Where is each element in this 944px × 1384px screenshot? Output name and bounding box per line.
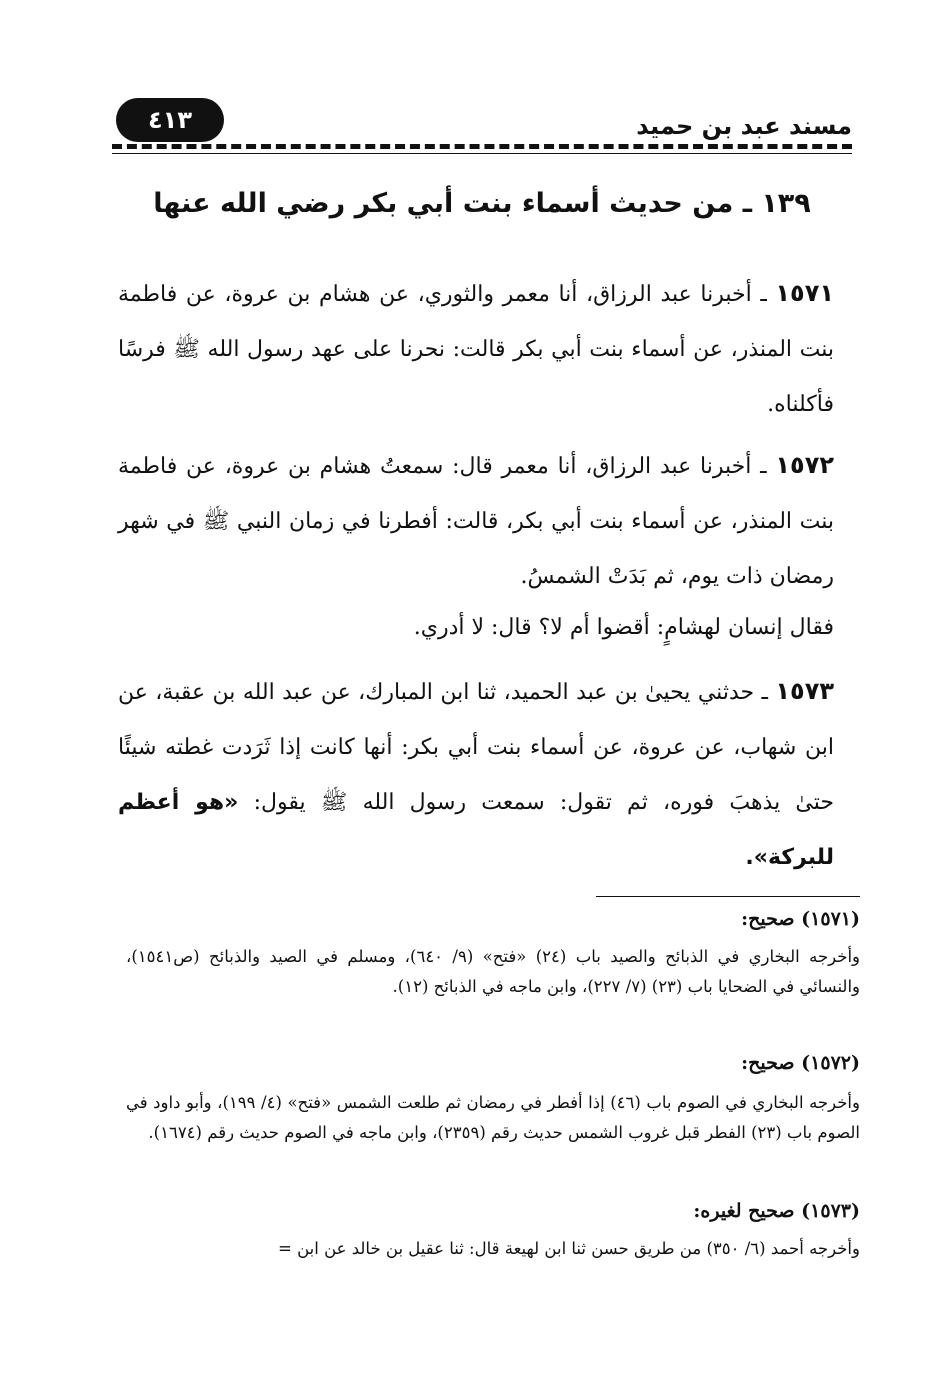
book-title: مسند عبد بن حميد [636,112,852,140]
footnote-text-1573: وأخرجه أحمد (٦/ ٣٥٠) من طريق حسن ثنا ابن لهيعة قال: ثنا عقيل بن خالد عن ابن = [278,1239,860,1258]
footnote-ref-1572: (١٥٧٢) صحيح: [741,1052,860,1074]
chapter-heading: ١٣٩ ـ من حديث أسماء بنت أبي بكر رضي الله عنها [153,188,811,219]
footnote-divider [596,896,860,897]
footnote-text-1571: وأخرجه البخاري في الذبائح والصيد باب (٢٤) «فتح» (٩/ ٦٤٠)، ومسلم في الصيد والذبائح (ص١٥٤١)، والنسائي في الضحايا باب (٢٣) (٧/ ٢٢٧)، وابن ماجه في الذبائح (١٢). [126,947,860,996]
hadith-number: ١٥٧٣ [775,677,834,705]
header-solid-rule [112,153,852,154]
footnote-ref-1573: (١٥٧٣) صحيح لغيره: [693,1200,860,1222]
hadith-number: ١٥٧١ [775,279,834,307]
page-header [112,98,852,146]
hadith-text: ـ أخبرنا عبد الرزاق، أنا معمر قال: سمعتُ هشام بن عروة، عن فاطمة بنت المنذر، عن أسماء بنت أبي بكر، قالت: أفطرنا في زمان النبي ﷺ في شهر رمضان ذات يوم، ثم بَدَتْ الشمسُ. [118,454,834,589]
hadith-1571 [118,266,834,432]
hadith-1572-followup: فقال إنسان لهشامٍ: أقضوا أم لا؟ قال: لا أدري. [413,615,834,640]
hadith-text: ـ أخبرنا عبد الرزاق، أنا معمر والثوري، عن هشام بن عروة، عن فاطمة بنت المنذر، عن أسماء بنت أبي بكر قالت: نحرنا على عهد رسول الله ﷺ فرسًا فأكلناه. [118,282,834,417]
page-number-badge: ٤١٣ [116,98,224,142]
header-dashed-rule [112,144,852,149]
hadith-number: ١٥٧٢ [775,451,834,479]
hadith-text: ـ حدثني يحيىٰ بن عبد الحميد، ثنا ابن المبارك، عن عبد الله بن عقبة، عن ابن شهاب، عن عروة، عن أسماء بنت أبي بكر: أنها كانت إذا ثَرَدت غطته شيئًا حتىٰ يذهبَ فوره، ثم تقول: سمعت رسول الله ﷺ يقول: [118,680,835,815]
footnote-ref-1571: (١٥٧١) صحيح: [741,908,860,930]
hadith-quote: «هو أعظم للبركة». [118,790,834,870]
footnote-text-1572: وأخرجه البخاري في الصوم باب (٤٦) إذا أفطر في رمضان ثم طلعت الشمس «فتح» (٤/ ١٩٩)، وأبو داود في الصوم باب (٢٣) الفطر قبل غروب الشمس حديث رقم (٢٣٥٩)، وابن ماجه في الصوم حديث رقم (١٦٧٤). [126,1093,860,1142]
hadith-1572 [118,438,834,604]
hadith-1573 [118,664,834,885]
